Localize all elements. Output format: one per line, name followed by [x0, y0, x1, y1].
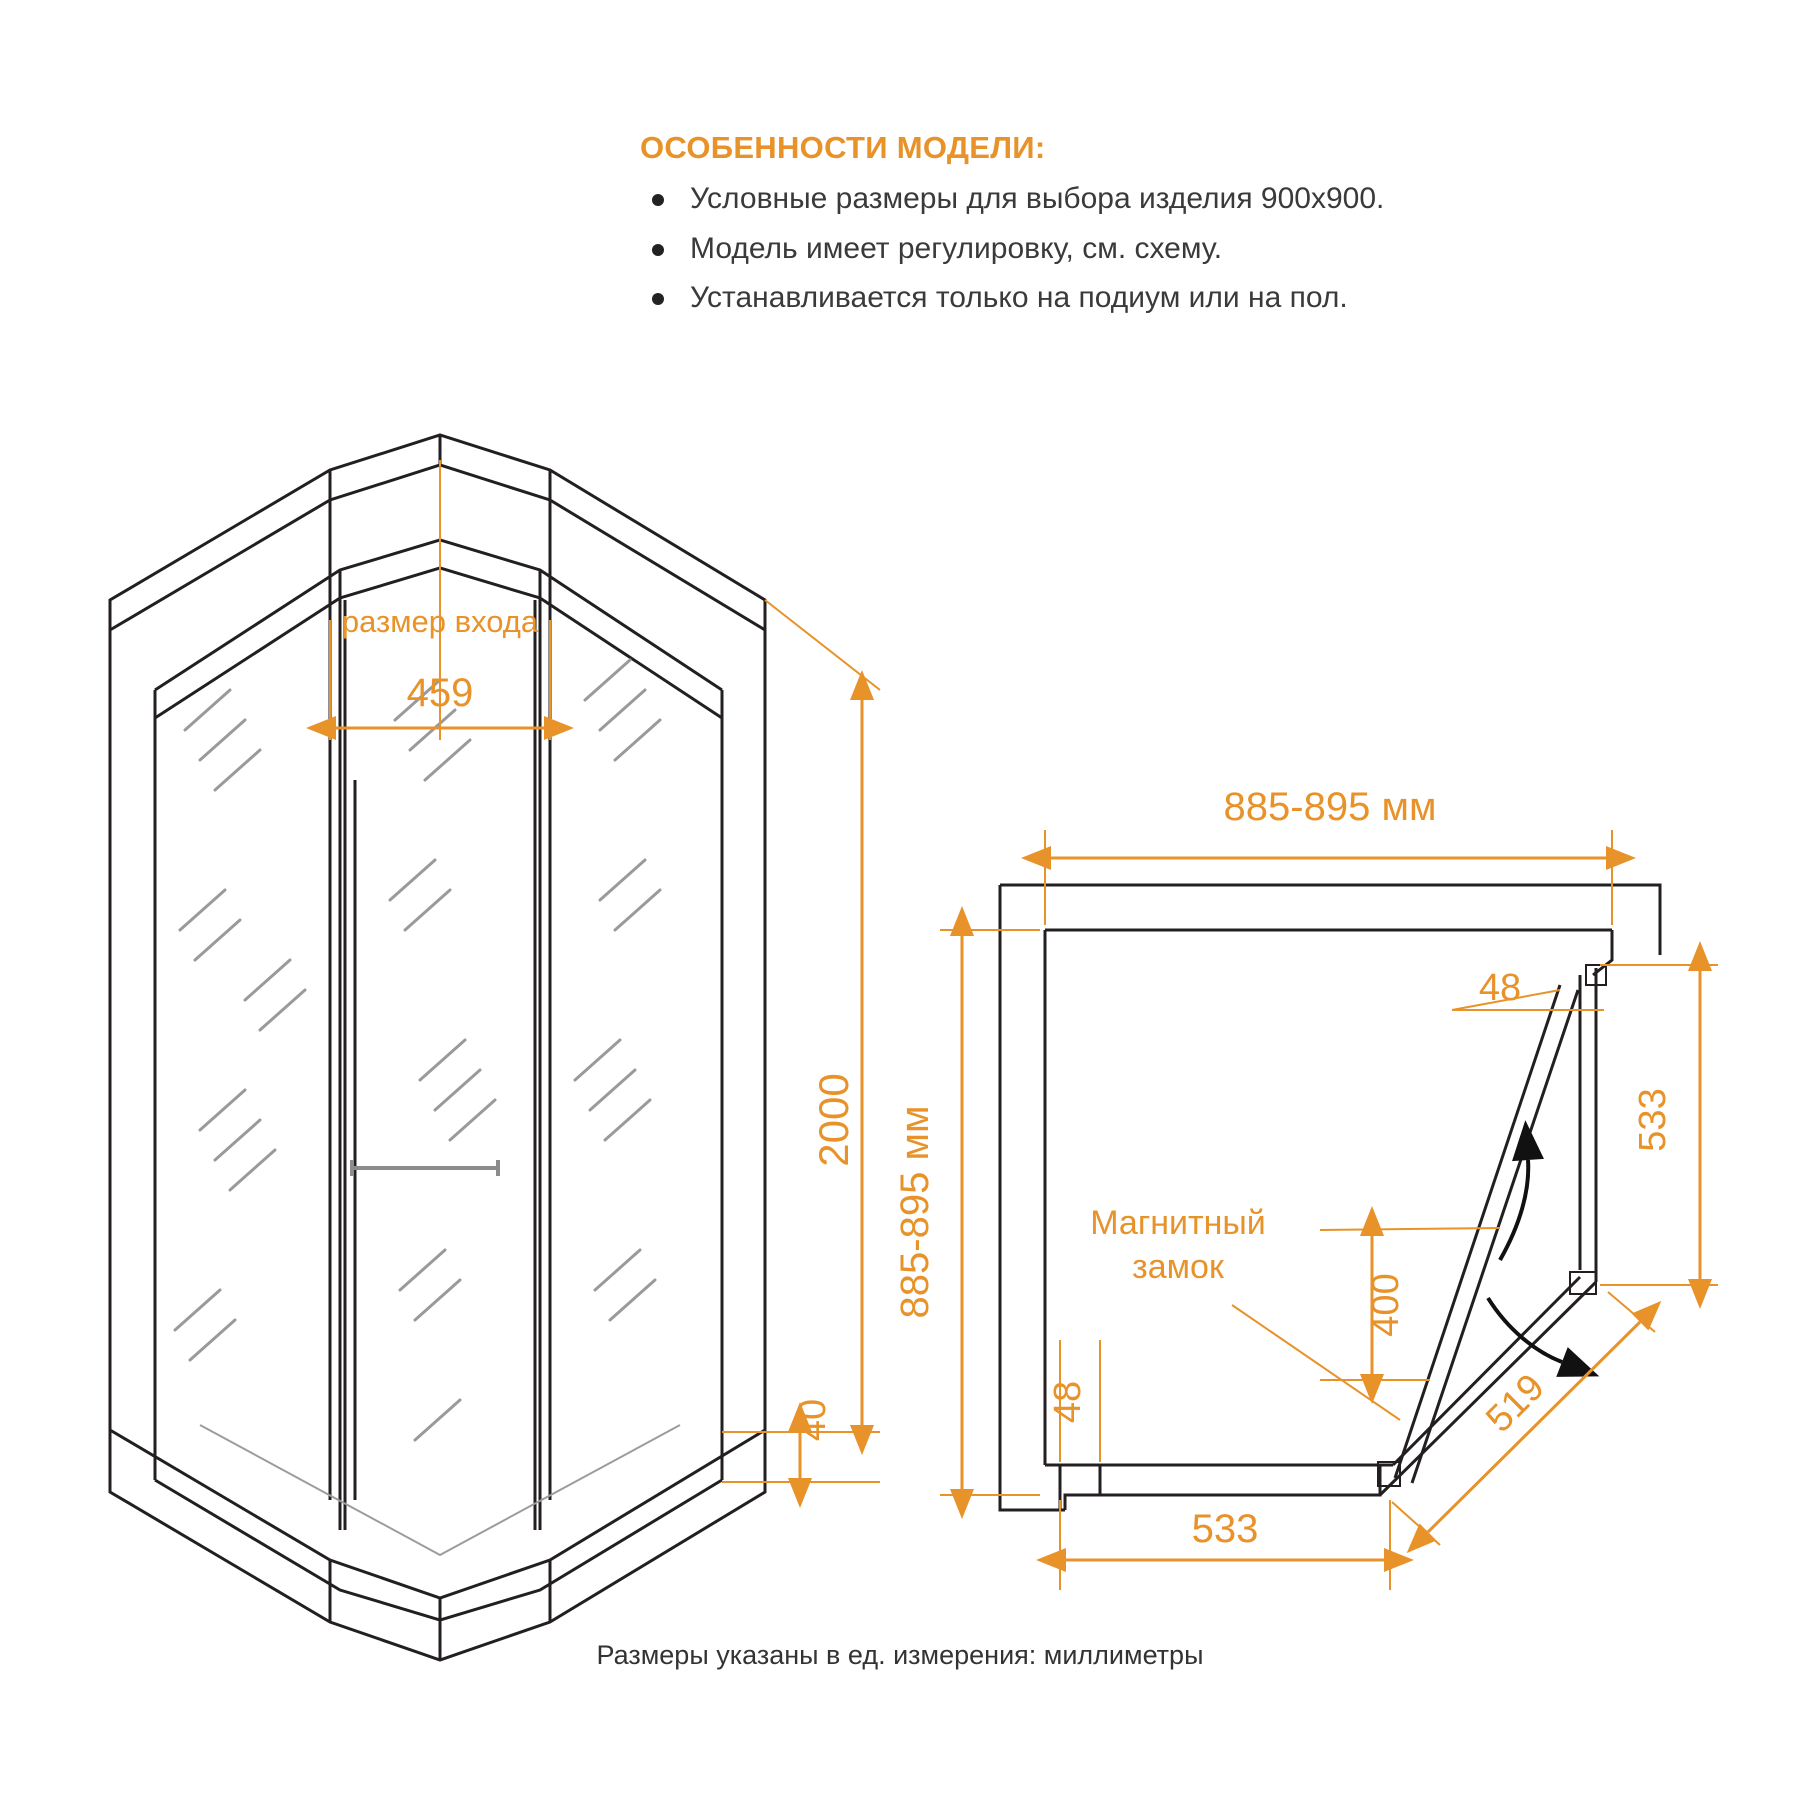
features-title: ОСОБЕННОСТИ МОДЕЛИ:: [640, 130, 1046, 165]
list-item: Модель имеет регулировку, см. схему.: [620, 230, 1640, 268]
lock-label-line1: Магнитный: [1090, 1204, 1266, 1242]
dim-533-right: 533: [1632, 1088, 1674, 1152]
entrance-value: 459: [406, 671, 474, 715]
base-value: 40: [792, 1398, 834, 1442]
dim-48-top: 48: [1478, 967, 1522, 1009]
plan-dimensions: [893, 785, 1718, 1590]
plan-depth-label: 885-895 мм: [893, 1105, 937, 1319]
dim-519: 519: [1478, 1366, 1553, 1441]
entrance-label: размер входа: [341, 604, 539, 639]
list-item: Устанавливается только на подиум или на пол.: [620, 279, 1640, 317]
glass-reflections: [175, 660, 660, 1440]
units-footnote: Размеры указаны в ед. измерения: миллиметры: [596, 1640, 1204, 1670]
plan-width-label: 885-895 мм: [1223, 785, 1437, 829]
dim-48-bottom: 48: [1047, 1380, 1089, 1424]
entrance-dimension: [330, 460, 550, 740]
height-dimension: [722, 600, 880, 1432]
lock-label-line2: замок: [1132, 1248, 1224, 1286]
dim-533-bottom: 533: [1191, 1507, 1259, 1551]
list-item: Условные размеры для выбора изделия 900х900.: [620, 180, 1640, 218]
dim-400: 400: [1365, 1273, 1407, 1337]
height-value: 2000: [810, 1073, 857, 1167]
